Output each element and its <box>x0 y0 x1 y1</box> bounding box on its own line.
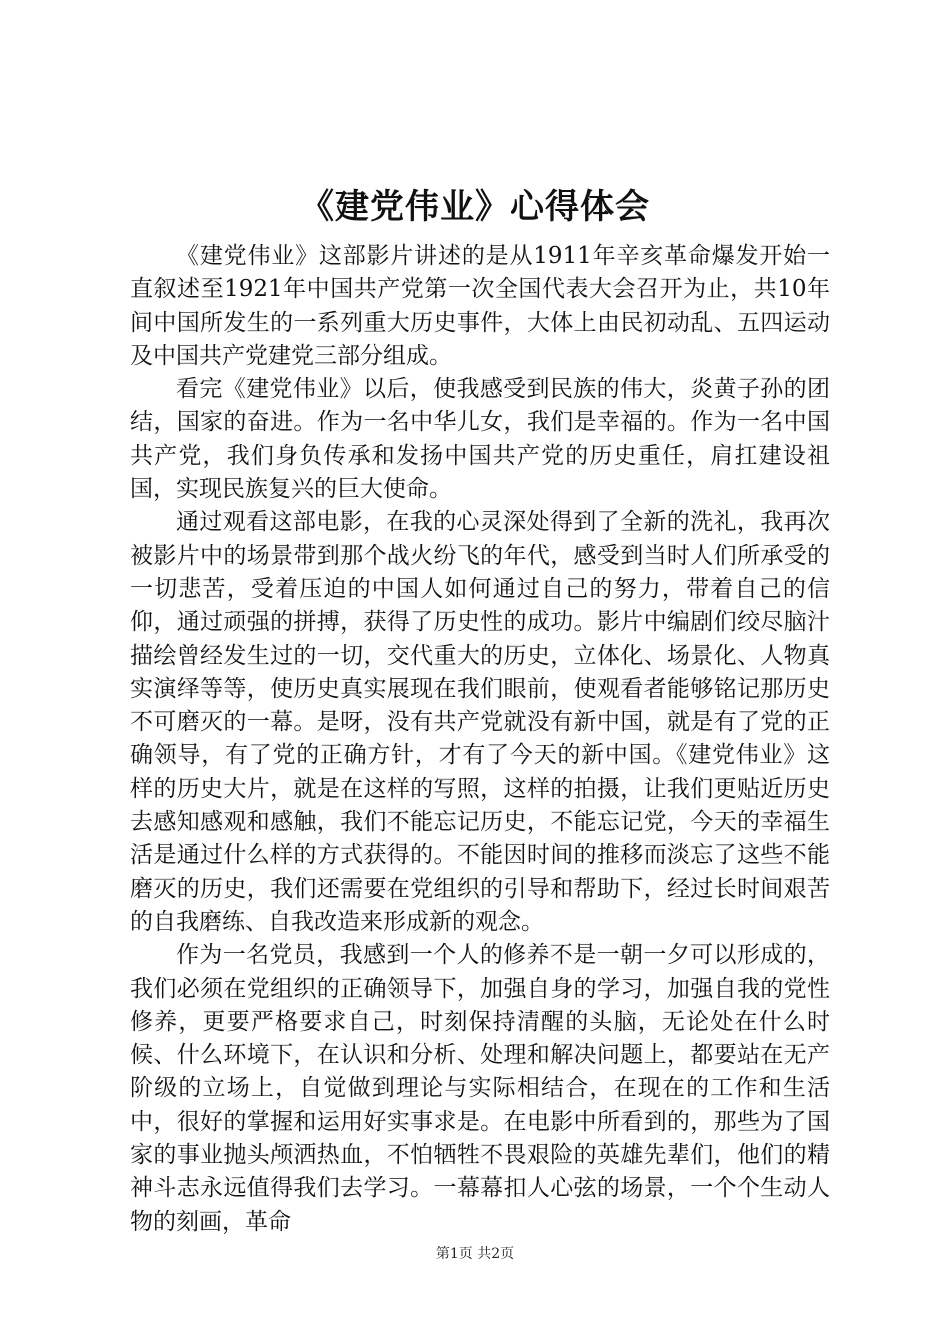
page-number-footer: 第1页 共2页 <box>435 1246 515 1262</box>
paragraph-3: 通过观看这部电影，在我的心灵深处得到了全新的洗礼，我再次被影片中的场景带到那个战火纷飞的年代，感受到当时人们所承受的一切悲苦，受着压迫的中国人如何通过自己的努力，带着自己的信仰，通过顽强的拼搏，获得了历史性的成功。影片中编剧们绞尽脑汁描绘曾经发生过的一切，交代重大的历史，立体化、场景化、人物真实演绎等等，使历史真实展现在我们眼前，使观看者能够铭记那历史不可磨灭的一幕。是呀，没有共产党就没有新中国，就是有了党的正确领导，有了党的正确方针，才有了今天的新中国。《建党伟业》这样的历史大片，就是在这样的写照，这样的拍摄，让我们更贴近历史去感知感观和感触，我们不能忘记历史，不能忘记党，今天的幸福生活是通过什么样的方式获得的。不能因时间的推移而淡忘了这些不能磨灭的历史，我们还需要在党组织的引导和帮助下，经过长时间艰苦的自我磨练、自我改造来形成新的观念。 <box>130 509 830 935</box>
paragraph-2: 看完《建党伟业》以后，使我感受到民族的伟大，炎黄子孙的团结，国家的奋进。作为一名中华儿女，我们是幸福的。作为一名中国共产党，我们身负传承和发扬中国共产党的历史重任，肩扛建设祖国，实现民族复兴的巨大使命。 <box>130 376 830 503</box>
paragraph-1: 《建党伟业》这部影片讲述的是从1911年辛亥革命爆发开始一直叙述至1921年中国共产党第一次全国代表大会召开为止，共10年间中国所发生的一系列重大历史事件，大体上由民初动乱、五四运动及中国共产党建党三部分组成。 <box>130 243 830 369</box>
document-body <box>130 240 830 1239</box>
paragraph-4: 作为一名党员，我感到一个人的修养不是一朝一夕可以形成的，我们必须在党组织的正确领导下，加强自身的学习，加强自我的党性修养，更要严格要求自己，时刻保持清醒的头脑，无论处在什么时候、什么环境下，在认识和分析、处理和解决问题上，都要站在无产阶级的立场上，自觉做到理论与实际相结合，在现在的工作和生活中，很好的掌握和运用好实事求是。在电影中所看到的，那些为了国家的事业抛头颅洒热血，不怕牺牲不畏艰险的英雄先辈们，他们的精神斗志永远值得我们去学习。一幕幕扣人心弦的场景，一个个生动人物的刻画，革命 <box>130 942 830 1235</box>
document-title: 《建党伟业》心得体会 <box>300 187 650 227</box>
